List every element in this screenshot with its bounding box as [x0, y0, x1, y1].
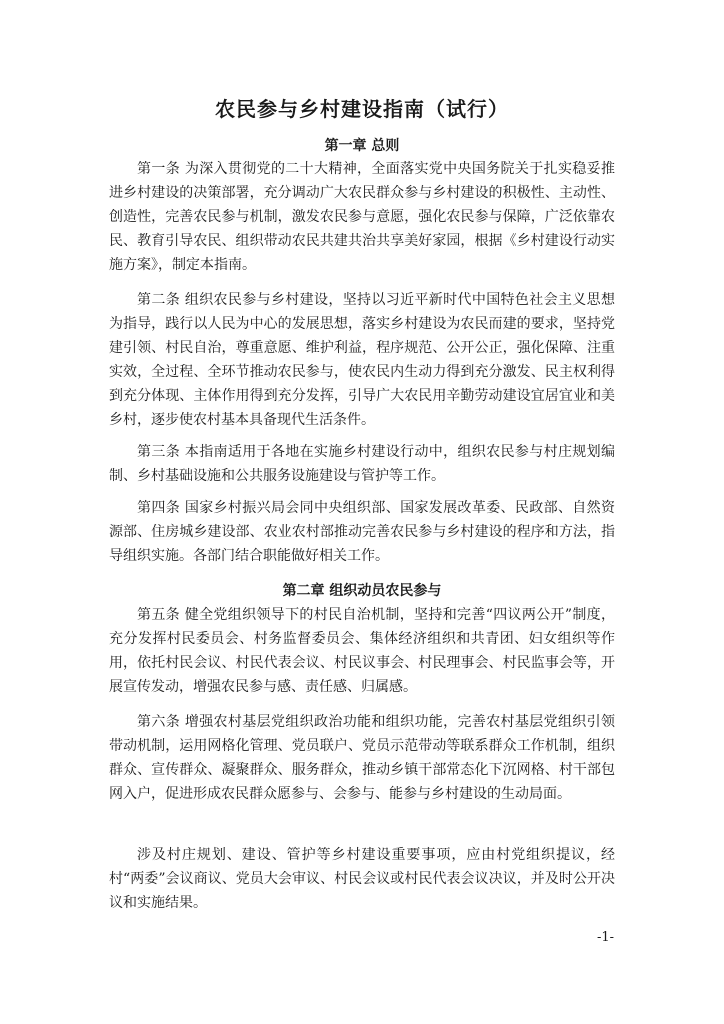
article-paragraph: 第一条 为深入贯彻党的二十大精神，全面落实党中央国务院关于扎实稳妥推进乡村建设的决策部署，充分调动广大农民群众参与乡村建设的积极性、主动性、创造性，完善农民参与机制，激发农民参与意愿，强化农民参与保障，广泛依靠农民、教育引导农民、组织带动农民共建共治共享美好家园，根据《乡村建设行动实施方案》，制定本指南。 [109, 161, 615, 273]
document-title: 农民参与乡村建设指南（试行） [215, 97, 509, 121]
article-paragraph: 第二条 组织农民参与乡村建设，坚持以习近平新时代中国特色社会主义思想为指导，践行以人民为中心的发展思想，落实乡村建设为农民而建的要求，坚持党建引领、村民自治，尊重意愿、维护利益，程序规范、公开公正，强化保障、注重实效，全过程、全环节推动农民参与，使农民内生动力得到充分激发、民主权利得到充分体现、主体作用得到充分发挥，引导广大农民用辛勤劳动建设宜居宜业和美乡村，逐步使农村基本具备现代生活条件。 [109, 292, 615, 428]
chapter-heading: 第二章 组织动员农民参与 [282, 583, 442, 599]
page-number: -1- [596, 930, 614, 945]
article-paragraph: 第六条 增强农村基层党组织政治功能和组织功能，完善农村基层党组织引领带动机制，运用网格化管理、党员联户、党员示范带动等联系群众工作机制，组织群众、宣传群众、凝聚群众、服务群众，推动乡镇干部常态化下沉网格、村干部包网入户，促进形成农民群众愿参与、会参与、能参与乡村建设的生动局面。 [109, 714, 615, 802]
article-paragraph: 涉及村庄规划、建设、管护等乡村建设重要事项，应由村党组织提议，经村“两委”会议商议、党员大会审议、村民会议或村民代表会议决议，并及时公开决议和实施结果。 [109, 847, 615, 911]
chapter-heading: 第一章 总则 [324, 138, 400, 154]
article-paragraph: 第五条 健全党组织领导下的村民自治机制，坚持和完善“四议两公开”制度，充分发挥村民委员会、村务监督委员会、集体经济组织和共青团、妇女组织等作用，依托村民会议、村民代表会议、村民议事会、村民理事会、村民监事会等，开展宣传发动，增强农民参与感、责任感、归属感。 [109, 607, 615, 695]
article-paragraph: 第三条 本指南适用于各地在实施乡村建设行动中，组织农民参与村庄规划编制、乡村基础设施和公共服务设施建设与管护等工作。 [109, 444, 615, 484]
article-paragraph: 第四条 国家乡村振兴局会同中央组织部、国家发展改革委、民政部、自然资源部、住房城乡建设部、农业农村部推动完善农民参与乡村建设的程序和方法，指导组织实施。各部门结合职能做好相关工作。 [109, 500, 615, 564]
